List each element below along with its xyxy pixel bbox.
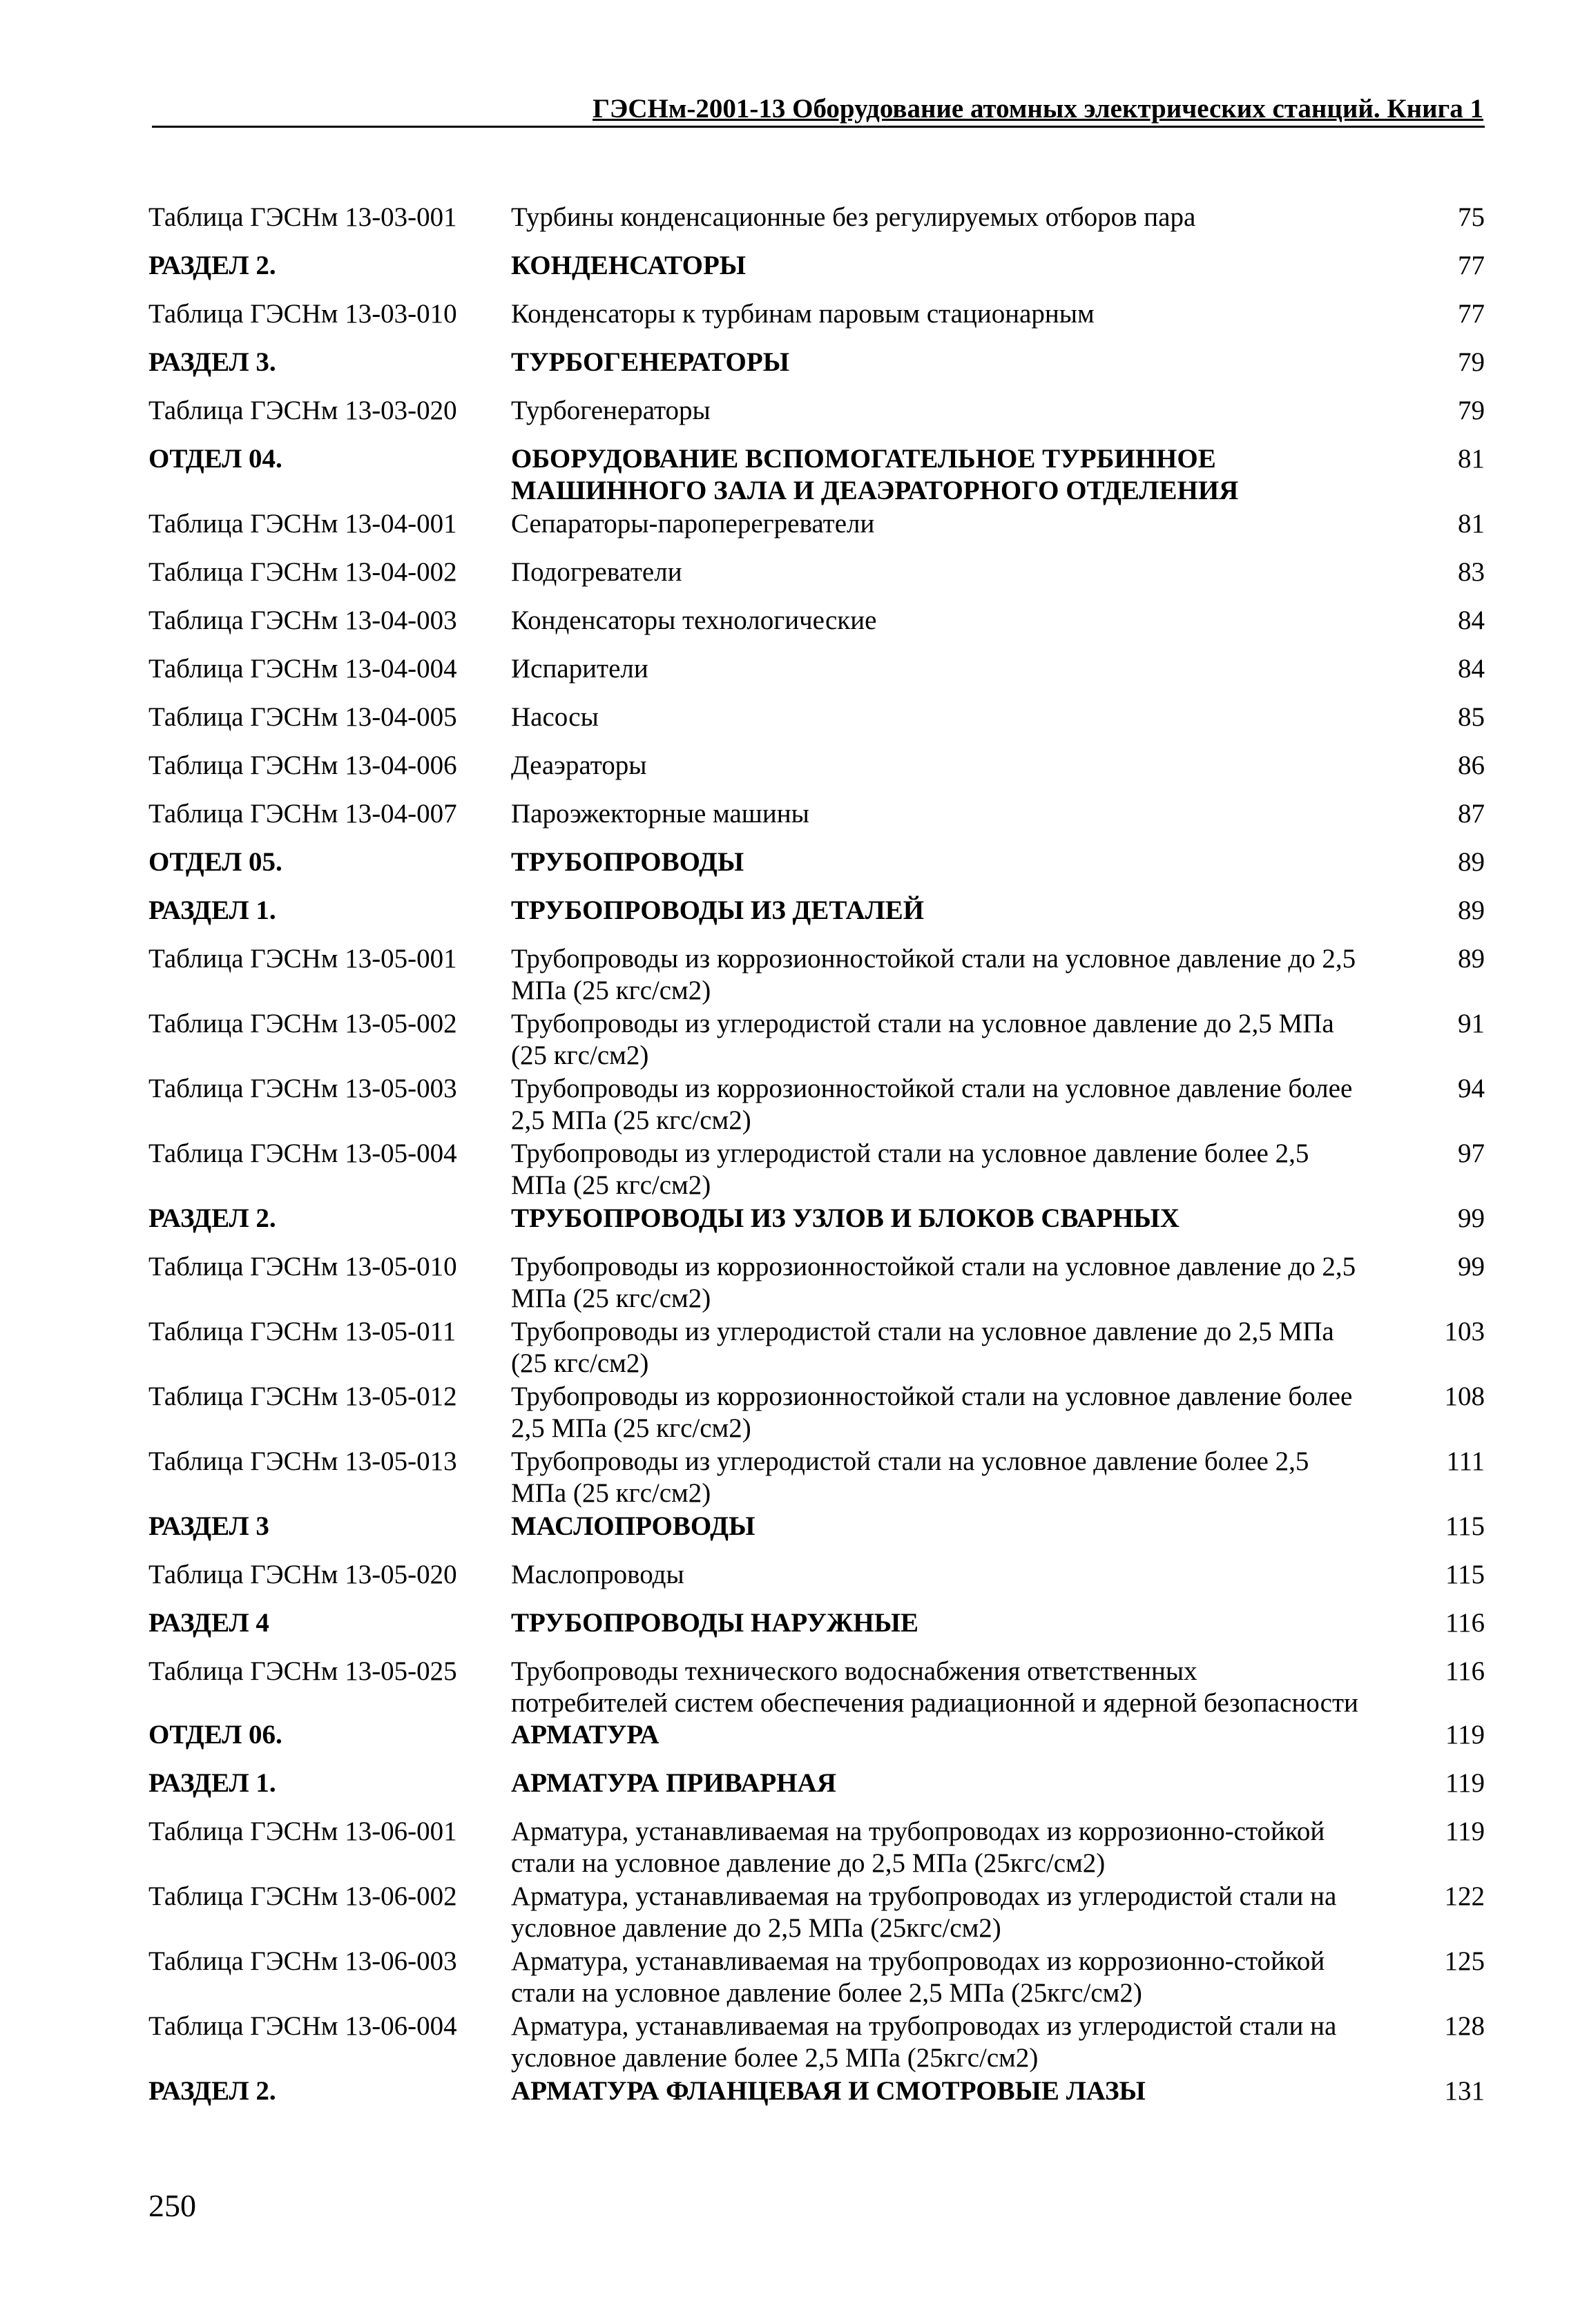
toc-title: ТРУБОПРОВОДЫ	[511, 847, 744, 877]
toc-title: Сепараторы-пароперегреватели	[511, 509, 875, 539]
toc-ref: Таблица ГЭСНм 13-05-011	[148, 1317, 456, 1346]
toc-section-row	[148, 250, 1485, 298]
toc-title: Трубопроводы из углеродистой стали на условное давление более 2,5 МПа (25 кгс/см2)	[511, 1446, 1309, 1508]
toc-title: КОНДЕНСАТОРЫ	[511, 251, 747, 280]
toc-section-row	[148, 443, 1485, 508]
toc-row	[148, 1008, 1485, 1073]
toc-row	[148, 1073, 1485, 1138]
toc-ref: РАЗДЕЛ 4	[148, 1608, 269, 1638]
toc-ref: Таблица ГЭСНм 13-05-012	[148, 1382, 457, 1411]
toc-page: 83	[1458, 557, 1485, 587]
toc-page: 99	[1458, 1203, 1485, 1233]
running-header	[152, 88, 1485, 128]
toc-page: 81	[1458, 444, 1485, 474]
toc-row	[148, 653, 1485, 701]
header-title: ГЭСНм-2001-13 Оборудование атомных электрических станций. Книга 1	[593, 94, 1483, 124]
toc-page: 94	[1458, 1074, 1485, 1103]
toc-row	[148, 508, 1485, 556]
toc-page: 115	[1445, 1511, 1485, 1541]
toc-row	[148, 556, 1485, 605]
toc-title: Турбины конденсационные без регулируемых отборов пара	[511, 202, 1196, 232]
toc-title: Деаэраторы	[511, 751, 647, 780]
toc-title: ТРУБОПРОВОДЫ ИЗ ДЕТАЛЕЙ	[511, 895, 925, 925]
toc-row	[148, 1946, 1485, 2011]
toc-section-row	[148, 347, 1485, 395]
toc-title: Турбогенераторы	[511, 396, 711, 425]
toc-ref: Таблица ГЭСНм 13-03-010	[148, 299, 457, 329]
toc-ref: Таблица ГЭСНм 13-04-001	[148, 509, 457, 539]
toc-ref: РАЗДЕЛ 3	[148, 1511, 269, 1541]
toc-ref: Таблица ГЭСНм 13-04-006	[148, 751, 457, 780]
toc-page: 103	[1444, 1317, 1485, 1346]
toc-page: 79	[1458, 396, 1485, 425]
toc-page: 128	[1444, 2011, 1485, 2041]
toc-page: 89	[1458, 944, 1485, 974]
toc-section-row	[148, 895, 1485, 943]
toc-title: Трубопроводы из коррозионностойкой стали на условное давление более 2,5 МПа (25 кгс/см2)	[511, 1382, 1353, 1443]
toc-row	[148, 1446, 1485, 1511]
toc-ref: РАЗДЕЛ 1.	[148, 895, 276, 925]
toc-ref: ОТДЕЛ 04.	[148, 444, 282, 474]
toc-page: 115	[1445, 1560, 1485, 1589]
toc-title: Подогреватели	[511, 557, 682, 587]
toc-title: Арматура, устанавливаемая на трубопроводах из углеродистой стали на условное давление до 2,5 МПа (25кгс/см2)	[511, 1881, 1337, 1943]
toc-ref: ОТДЕЛ 05.	[148, 847, 282, 877]
toc-page: 87	[1458, 799, 1485, 829]
toc-section-row	[148, 2075, 1485, 2124]
toc-section-row	[148, 1511, 1485, 1559]
toc-ref: Таблица ГЭСНм 13-04-007	[148, 799, 457, 829]
toc-row	[148, 798, 1485, 846]
toc-page: 119	[1445, 1720, 1485, 1750]
toc-title: Арматура, устанавливаемая на трубопроводах из коррозионно-стойкой стали на условное давление до 2,5 МПа (25кгс/см2)	[511, 1817, 1325, 1878]
toc-row	[148, 395, 1485, 443]
toc-title: Трубопроводы из коррозионностойкой стали на условное давление до 2,5 МПа (25 кгс/см2)	[511, 944, 1356, 1005]
toc-ref: РАЗДЕЛ 1.	[148, 1768, 276, 1798]
toc-section-row	[148, 1719, 1485, 1768]
page-number: 250	[148, 2188, 196, 2223]
toc-row	[148, 943, 1485, 1008]
toc-title: ОБОРУДОВАНИЕ ВСПОМОГАТЕЛЬНОЕ ТУРБИННОЕ МАШИННОГО ЗАЛА И ДЕАЭРАТОРНОГО ОТДЕЛЕНИЯ	[511, 444, 1239, 505]
toc-ref: РАЗДЕЛ 3.	[148, 347, 276, 377]
toc-ref: Таблица ГЭСНм 13-05-001	[148, 944, 457, 974]
toc-ref: Таблица ГЭСНм 13-03-001	[148, 202, 457, 232]
toc-row	[148, 2011, 1485, 2075]
toc-title: Трубопроводы из углеродистой стали на условное давление до 2,5 МПа (25 кгс/см2)	[511, 1317, 1334, 1378]
toc-ref: Таблица ГЭСНм 13-04-004	[148, 654, 457, 684]
toc-title: Трубопроводы из коррозионностойкой стали на условное давление более 2,5 МПа (25 кгс/см2)	[511, 1074, 1353, 1135]
toc-page: 79	[1458, 347, 1485, 377]
toc-ref: Таблица ГЭСНм 13-05-002	[148, 1009, 457, 1038]
toc-page: 108	[1444, 1382, 1485, 1411]
toc-title: Трубопроводы из углеродистой стали на условное давление более 2,5 МПа (25 кгс/см2)	[511, 1139, 1309, 1200]
toc-row	[148, 1881, 1485, 1946]
toc-page: 116	[1445, 1608, 1485, 1638]
toc-section-row	[148, 1203, 1485, 1251]
toc-title: Арматура, устанавливаемая на трубопроводах из углеродистой стали на условное давление более 2,5 МПа (25кгс/см2)	[511, 2011, 1337, 2073]
toc-ref: Таблица ГЭСНм 13-05-004	[148, 1139, 457, 1168]
toc-ref: ОТДЕЛ 06.	[148, 1720, 282, 1750]
toc-row	[148, 701, 1485, 750]
toc-ref: Таблица ГЭСНм 13-05-010	[148, 1252, 457, 1281]
toc-row	[148, 1559, 1485, 1607]
toc-ref: Таблица ГЭСНм 13-04-002	[148, 557, 457, 587]
toc-page: 116	[1445, 1656, 1485, 1686]
toc-title: МАСЛОПРОВОДЫ	[511, 1511, 755, 1541]
toc-row	[148, 605, 1485, 653]
toc-section-row	[148, 846, 1485, 895]
toc-row	[148, 1138, 1485, 1203]
toc-title: ТУРБОГЕНЕРАТОРЫ	[511, 347, 790, 377]
toc-page: 91	[1458, 1009, 1485, 1038]
toc-title: Конденсаторы технологические	[511, 606, 877, 635]
toc-title: АРМАТУРА ФЛАНЦЕВАЯ И СМОТРОВЫЕ ЛАЗЫ	[511, 2076, 1146, 2106]
toc-title: Испарители	[511, 654, 648, 684]
toc-ref: Таблица ГЭСНм 13-05-003	[148, 1074, 457, 1103]
toc-row	[148, 1251, 1485, 1316]
toc-ref: РАЗДЕЛ 2.	[148, 2076, 276, 2106]
toc-row	[148, 1816, 1485, 1881]
toc-row	[148, 750, 1485, 798]
toc-title: АРМАТУРА	[511, 1720, 660, 1750]
toc-title: ТРУБОПРОВОДЫ НАРУЖНЫЕ	[511, 1608, 919, 1638]
toc-page: 131	[1444, 2076, 1485, 2106]
toc-ref: Таблица ГЭСНм 13-06-004	[148, 2011, 457, 2041]
toc-ref: Таблица ГЭСНм 13-05-020	[148, 1560, 457, 1589]
toc-ref: Таблица ГЭСНм 13-06-002	[148, 1881, 457, 1911]
toc-title: Арматура, устанавливаемая на трубопроводах из коррозионно-стойкой стали на условное давление более 2,5 МПа (25кгс/см2)	[511, 1946, 1325, 2008]
toc-row	[148, 1656, 1485, 1719]
toc-page: 77	[1458, 299, 1485, 329]
toc-ref: Таблица ГЭСНм 13-05-025	[148, 1656, 457, 1686]
toc-title: Маслопроводы	[511, 1560, 684, 1589]
toc-title: Трубопроводы из углеродистой стали на условное давление до 2,5 МПа (25 кгс/см2)	[511, 1009, 1334, 1070]
toc-page: 84	[1458, 654, 1485, 684]
toc-page: 75	[1458, 202, 1485, 232]
toc-row	[148, 298, 1485, 347]
toc-section-row	[148, 1607, 1485, 1656]
toc-page: 77	[1458, 251, 1485, 280]
toc-page: 99	[1458, 1252, 1485, 1281]
toc-row	[148, 1381, 1485, 1446]
toc-title: Трубопроводы технического водоснабжения ответственных потребителей систем обеспечения радиационной и ядерной безопасности	[511, 1656, 1358, 1718]
toc-title: Пароэжекторные машины	[511, 799, 809, 829]
toc-page: 125	[1444, 1946, 1485, 1976]
toc-title: Трубопроводы из коррозионностойкой стали на условное давление до 2,5 МПа (25 кгс/см2)	[511, 1252, 1356, 1313]
toc-page: 85	[1458, 702, 1485, 732]
toc-section-row	[148, 1768, 1485, 1816]
toc-ref: Таблица ГЭСНм 13-04-005	[148, 702, 457, 732]
toc-title: Насосы	[511, 702, 599, 732]
toc-page: 84	[1458, 606, 1485, 635]
toc-page: 122	[1444, 1881, 1485, 1911]
toc-page: 89	[1458, 847, 1485, 877]
toc-page: 119	[1445, 1768, 1485, 1798]
toc-page: 86	[1458, 751, 1485, 780]
toc-ref: РАЗДЕЛ 2.	[148, 1203, 276, 1233]
toc-ref: Таблица ГЭСНм 13-06-003	[148, 1946, 457, 1976]
toc-ref: Таблица ГЭСНм 13-04-003	[148, 606, 457, 635]
toc-page: 119	[1445, 1817, 1485, 1846]
toc-ref: Таблица ГЭСНм 13-03-020	[148, 396, 457, 425]
toc-ref: РАЗДЕЛ 2.	[148, 251, 276, 280]
toc-row	[148, 1316, 1485, 1381]
toc-title: Конденсаторы к турбинам паровым стационарным	[511, 299, 1095, 329]
toc-ref: Таблица ГЭСНм 13-06-001	[148, 1817, 457, 1846]
toc-row	[148, 202, 1485, 250]
toc-page: 89	[1458, 895, 1485, 925]
toc-page: 97	[1458, 1139, 1485, 1168]
toc-page: 111	[1446, 1446, 1485, 1476]
toc-ref: Таблица ГЭСНм 13-05-013	[148, 1446, 457, 1476]
table-of-contents	[148, 202, 1485, 2124]
toc-page: 81	[1458, 509, 1485, 539]
toc-title: ТРУБОПРОВОДЫ ИЗ УЗЛОВ И БЛОКОВ СВАРНЫХ	[511, 1203, 1180, 1233]
toc-title: АРМАТУРА ПРИВАРНАЯ	[511, 1768, 836, 1798]
